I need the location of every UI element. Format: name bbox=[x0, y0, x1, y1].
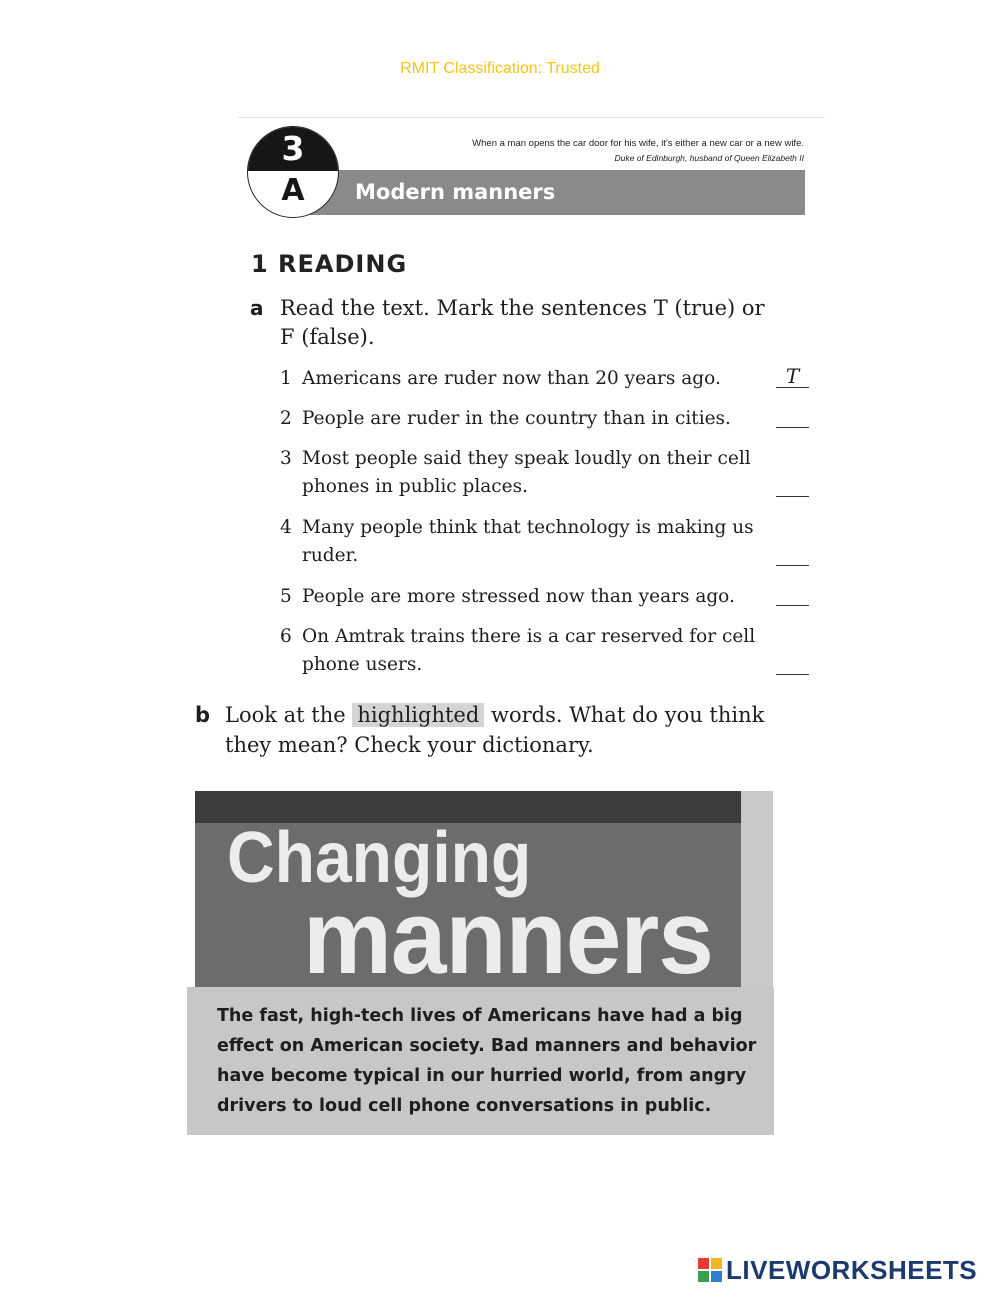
statement-text: Many people think that technology is making us ruder. bbox=[302, 517, 754, 566]
classification-label: RMIT Classification: Trusted bbox=[400, 60, 600, 77]
article-title-line2: manners bbox=[303, 878, 713, 987]
logo-square bbox=[698, 1271, 709, 1282]
exercise-a-text: Read the text. Mark the sentences T (true) or F (false). bbox=[280, 296, 765, 349]
section-heading: 1 READING bbox=[251, 250, 408, 278]
statement-number: 2 bbox=[280, 408, 292, 429]
statement-text: Most people said they speak loudly on their cell phones in public places. bbox=[302, 448, 751, 497]
answer-blank-6[interactable] bbox=[776, 652, 809, 675]
statement-number: 5 bbox=[280, 586, 292, 607]
logo-square bbox=[711, 1271, 722, 1282]
exercise-b-text bbox=[225, 700, 795, 760]
liveworksheets-logo[interactable] bbox=[698, 1255, 977, 1285]
quote-text: When a man opens the car door for his wife, it's either a new car or a new wife. bbox=[472, 138, 804, 149]
article-intro: The fast, high-tech lives of Americans have had a big effect on American society. Bad manners and behavior have become typical in our hurried world, from angry drivers to loud cell phone conversations in public. bbox=[217, 1006, 757, 1116]
statement-text: Americans are ruder now than 20 years ago. bbox=[302, 368, 721, 389]
top-divider bbox=[238, 117, 825, 118]
exercise-b-label: b bbox=[195, 703, 211, 727]
unit-number: 3 bbox=[281, 129, 305, 168]
statement-text: People are more stressed now than years ago. bbox=[302, 586, 735, 607]
statement-number: 3 bbox=[280, 448, 292, 469]
answer-blank-2[interactable] bbox=[776, 405, 809, 428]
unit-title: Modern manners bbox=[355, 180, 556, 204]
statement-number: 4 bbox=[280, 517, 292, 538]
exercise-b-after: words. What do you think they mean? Check your dictionary. bbox=[225, 703, 765, 757]
statement-text: On Amtrak trains there is a car reserved for cell phone users. bbox=[302, 626, 756, 675]
logo-icon bbox=[698, 1258, 722, 1282]
answer-blank-5[interactable] bbox=[776, 583, 809, 606]
answer-blank-3[interactable] bbox=[776, 474, 809, 497]
logo-square bbox=[698, 1258, 709, 1269]
answer-blank-4[interactable] bbox=[776, 543, 809, 566]
answer-blank-1[interactable]: T bbox=[776, 365, 809, 388]
logo-square bbox=[711, 1258, 722, 1269]
article-title-line1: Changing bbox=[227, 816, 532, 898]
exercise-b-before: Look at the bbox=[225, 703, 346, 727]
statement-text: People are ruder in the country than in cities. bbox=[302, 408, 731, 429]
banner-edge bbox=[741, 791, 773, 987]
logo-text: LIVEWORKSHEETS bbox=[726, 1254, 978, 1285]
statement-number: 6 bbox=[280, 626, 292, 647]
article-banner bbox=[195, 791, 773, 987]
header-quote bbox=[472, 136, 804, 166]
statement-number: 1 bbox=[280, 368, 292, 389]
unit-letter: A bbox=[281, 173, 305, 208]
exercise-a-label: a bbox=[250, 296, 264, 320]
highlighted-word: highlighted bbox=[352, 703, 484, 727]
quote-author: Duke of Edinburgh, husband of Queen Elizabeth II bbox=[614, 153, 804, 163]
unit-badge bbox=[247, 126, 339, 218]
article-intro-box bbox=[187, 987, 774, 1135]
